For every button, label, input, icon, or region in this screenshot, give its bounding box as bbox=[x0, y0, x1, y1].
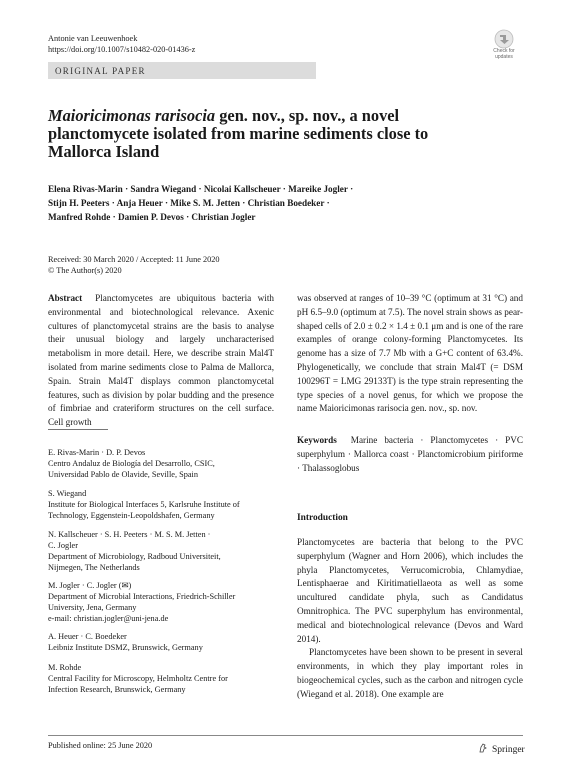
title-rest: gen. nov., sp. nov., a novel planctomycete isolated from marine sediments close to Mallorca Island bbox=[48, 106, 429, 162]
publisher-name: Springer bbox=[492, 745, 525, 755]
affiliation bbox=[48, 488, 288, 521]
affiliation-line: Department of Microbiology, Radboud Universiteit, bbox=[48, 552, 221, 561]
author-line-3: Manfred Rohde · Damien P. Devos · Christian Jogler bbox=[48, 212, 256, 222]
keywords-label: Keywords bbox=[297, 435, 337, 445]
check-updates-icon bbox=[494, 29, 514, 49]
affiliation-line: Institute for Biological Interfaces 5, Karlsruhe Institute of bbox=[48, 500, 240, 509]
doi-link[interactable]: https://doi.org/10.1007/s10482-020-01436-z bbox=[48, 45, 196, 54]
article-dates bbox=[48, 254, 220, 276]
publisher-logo bbox=[478, 739, 528, 753]
abstract-continuation-block bbox=[297, 292, 523, 416]
check-updates-line1: Check for bbox=[493, 48, 515, 54]
check-for-updates-badge[interactable] bbox=[489, 29, 519, 65]
author-list bbox=[48, 182, 408, 224]
affiliation-names: N. Kallscheuer · S. H. Peeters · M. S. M. Jetten · bbox=[48, 530, 211, 539]
article-title bbox=[48, 107, 478, 162]
affiliation-line: Centro Andaluz de Biología del Desarrollo, CSIC, bbox=[48, 459, 215, 468]
affiliation bbox=[48, 529, 288, 573]
received-accepted: Received: 30 March 2020 / Accepted: 11 June 2020 bbox=[48, 255, 220, 264]
affiliation-names: M. Jogler · C. Jogler (✉) bbox=[48, 581, 132, 590]
affiliation-line: Infection Research, Brunswick, Germany bbox=[48, 685, 186, 694]
affiliation-names: S. Wiegand bbox=[48, 489, 87, 498]
affiliation-line: Technology, Eggenstein-Leopoldshafen, Germany bbox=[48, 511, 215, 520]
introduction-heading: Introduction bbox=[297, 513, 348, 523]
affiliation-line: Leibniz Institute DSMZ, Brunswick, Germany bbox=[48, 643, 203, 652]
author-line-1: Elena Rivas-Marin · Sandra Wiegand · Nicolai Kallscheuer · Mareike Jogler · bbox=[48, 184, 354, 194]
introduction-body bbox=[297, 536, 523, 702]
abstract-body bbox=[48, 292, 274, 430]
affiliation-line: Central Facility for Microscopy, Helmholtz Centre for bbox=[48, 674, 228, 683]
paper-type-label: ORIGINAL PAPER bbox=[48, 62, 316, 79]
affiliation-email[interactable]: e-mail: christian.jogler@uni-jena.de bbox=[48, 614, 169, 623]
copyright: © The Author(s) 2020 bbox=[48, 266, 122, 275]
affiliation-line: Universidad Pablo de Olavide, Seville, Spain bbox=[48, 470, 199, 479]
affiliation-line: Nijmegen, The Netherlands bbox=[48, 563, 140, 572]
abstract-label: Abstract bbox=[48, 293, 83, 303]
title-species-name: Maioricimonas rarisocia bbox=[48, 106, 216, 125]
affiliation-line: University, Jena, Germany bbox=[48, 603, 137, 612]
abstract-text: Planctomycetes are ubiquitous bacteria with environmental and biotechnological relevance. Axenic cultures of planctomycetal strains are the basis to analyse their unusual biology and largely uncharacterised metabolism in more detail. Here, we describe strain Mal4T isolated from marine sediments close to Palma de Mallorca, Spain. Strain Mal4T displays common planctomycetal features, such as division by polar budding and the presence of fimbriae and crateriform structures on the cell surface. Cell growth bbox=[48, 293, 274, 428]
author-line-2: Stijn H. Peeters · Anja Heuer · Mike S. M. Jetten · Christian Boedeker · bbox=[48, 198, 330, 208]
affiliation-names: E. Rivas-Marin · D. P. Devos bbox=[48, 448, 146, 457]
keywords-text: Marine bacteria · Planctomycetes · PVC superphylum · Mallorca coast · Planctomicrobium piriforme · Thalassoglobus bbox=[297, 435, 523, 473]
affiliation-names: M. Rohde bbox=[48, 663, 82, 672]
springer-horse-icon bbox=[478, 743, 488, 753]
introduction-paragraph-2: Planctomycetes have been shown to be present in several environments, in which they play important roles in biogeochemical cycles, such as the carbon and nitrogen cycle (Wiegand et al. 2018). One example are bbox=[297, 647, 523, 699]
abstract-continuation: was observed at ranges of 10–39 °C (optimum at 31 °C) and pH 6.5–9.0 (optimum at 7.5). The novel strain shows as pear-shaped cells of 2.0 ± 0.2 × 1.4 ± 0.1 μm and is one of the rare examples of orange colony-forming Planctomycetes. Its genome has a size of 7.7 Mb with a G+C content of 63.4%. Phylogenetically, we conclude that strain Mal4T (= DSM 100296T = LMG 29133T) is the type strain representing the type species of a novel genus, for which we propose the name Maioricimonas rarisocia gen. nov., sp. nov. bbox=[297, 293, 523, 414]
affiliation bbox=[48, 580, 288, 624]
footnote-divider bbox=[48, 429, 108, 430]
journal-name: Antonie van Leeuwenhoek bbox=[48, 34, 138, 43]
affiliation bbox=[48, 631, 288, 653]
affiliation-line: Department of Microbial Interactions, Friedrich-Schiller bbox=[48, 592, 236, 601]
footer-divider bbox=[48, 735, 523, 736]
published-online: Published online: 25 June 2020 bbox=[48, 741, 153, 750]
keywords bbox=[297, 434, 523, 475]
check-updates-line2: updates bbox=[495, 53, 513, 60]
introduction-paragraph-1: Planctomycetes are bacteria that belong to the PVC superphylum (Wagner and Horn 2006), which includes the phyla Planctomycetes, Verrucomicrobia, Chlamydiae, Lentisphaerae and Kiritimatiellaeota as well as some uncultured candidate phyla, such as Candidatus Omnitrophica. The PVC superphylum has environmental, medical and biotechnological relevance (Devos and Ward 2014). bbox=[297, 537, 523, 644]
affiliation bbox=[48, 662, 288, 695]
affiliation-names: A. Heuer · C. Boedeker bbox=[48, 632, 127, 641]
abstract bbox=[48, 292, 274, 430]
affiliation-line: C. Jogler bbox=[48, 541, 78, 550]
affiliation bbox=[48, 447, 288, 480]
